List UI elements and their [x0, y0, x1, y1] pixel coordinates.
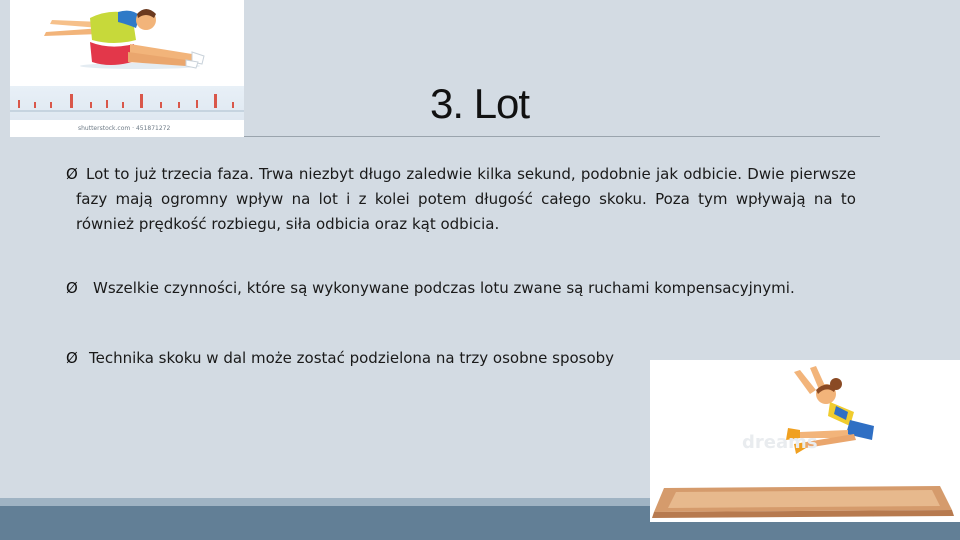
bullet-item — [66, 276, 856, 301]
image-watermark: dreams — [742, 432, 818, 453]
title-divider — [244, 136, 880, 137]
slide-title: 3. Lot — [430, 80, 530, 127]
arrow-bullet-icon: Ø — [66, 349, 78, 367]
bullet-text: Technika skoku w dal może zostać podzielona na trzy osobne sposoby — [89, 349, 615, 367]
ruler-ticks-icon — [10, 86, 244, 120]
sandpit-jumper-image — [650, 360, 960, 522]
arrow-bullet-icon: Ø — [66, 165, 78, 183]
bullet-text: Lot to już trzecia faza. Trwa niezbyt długo zaledwie kilka sekund, podobnie jak odbicie. Dwie pierwsze fazy mają ogromny wpływ na lot i z kolei potem długość całego skoku. Poza tym wpływają na to również prędkość rozbiegu, siła odbicia oraz kąt odbicia. — [76, 165, 856, 233]
bullet-item — [66, 162, 856, 237]
image-credit: shutterstock.com · 451871272 — [78, 125, 171, 132]
long-jumper-icon — [10, 0, 244, 86]
bullet-text: Wszelkie czynności, które są wykonywane podczas lotu zwane są ruchami kompensacyjnymi. — [93, 279, 795, 297]
arrow-bullet-icon: Ø — [66, 279, 78, 297]
long-jumper-image — [10, 0, 244, 137]
ruler-graphic — [10, 86, 244, 120]
